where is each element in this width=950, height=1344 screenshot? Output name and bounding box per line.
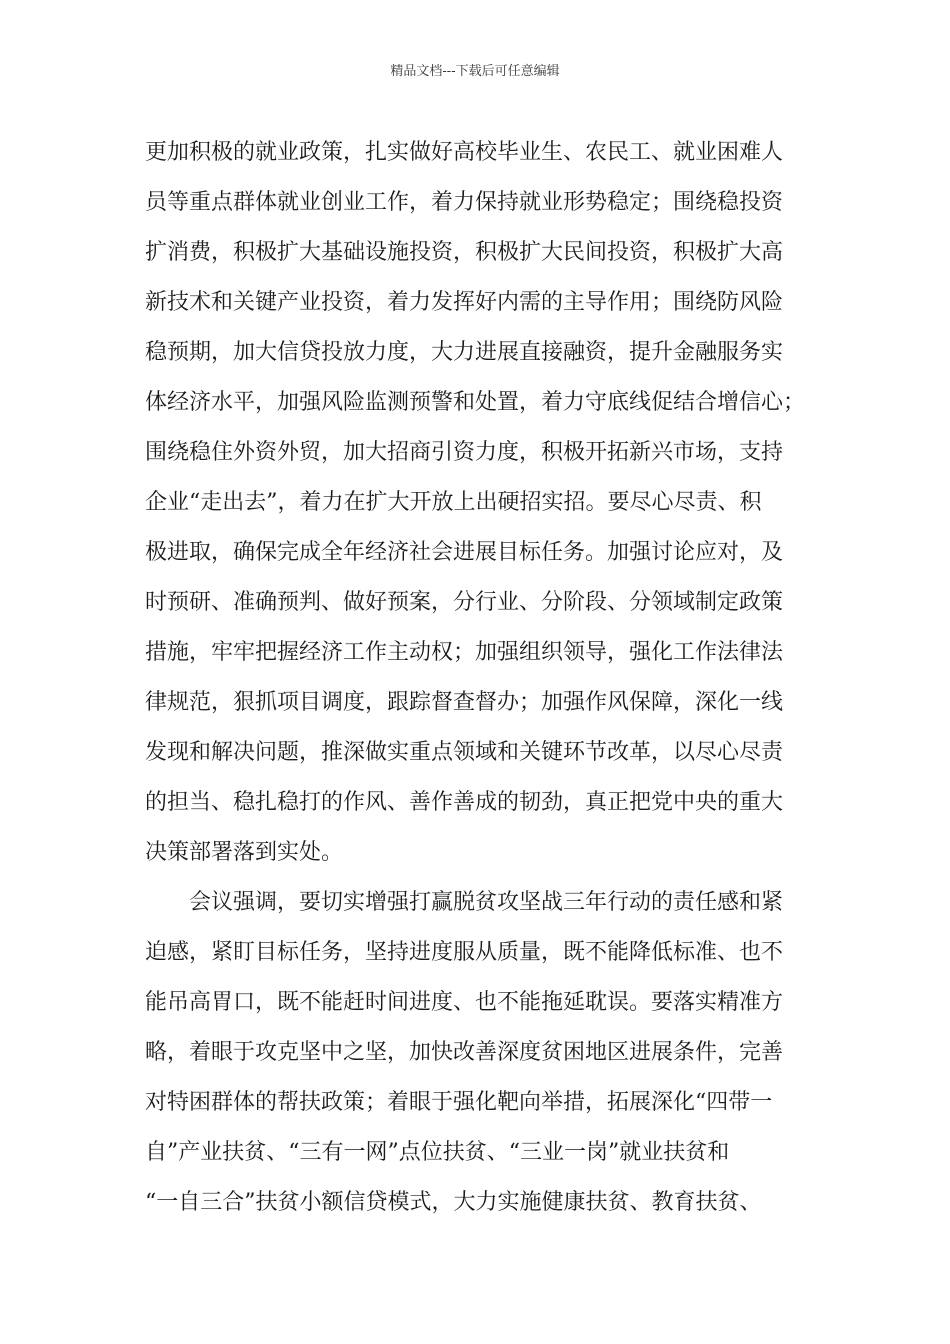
text-line: 措施，牢牢把握经济工作主动权；加强组织领导，强化工作法律法 (145, 640, 784, 665)
text-line: 决策部署落到实处。 (145, 840, 344, 865)
text-line: 能吊高胃口，既不能赶时间进度、也不能拖延耽误。要落实精准方 (145, 990, 784, 1015)
text-line: 极进取，确保完成全年经济社会进展目标任务。加强讨论应对，及 (145, 540, 784, 565)
text-line: 扩消费，积极扩大基础设施投资，积极扩大民间投资，积极扩大高 (145, 240, 784, 265)
paragraph-1 (145, 128, 810, 878)
text-line: 自”产业扶贫、“三有一网”点位扶贫、“三业一岗”就业扶贫和 (145, 1140, 730, 1165)
text-line: 会议强调，要切实增强打赢脱贫攻坚战三年行动的责任感和紧 (189, 890, 784, 915)
text-line: 的担当、稳扎稳打的作风、善作善成的韧劲，真正把党中央的重大 (145, 790, 784, 815)
text-line: 发现和解决问题，推深做实重点领域和关键环节改革，以尽心尽责 (145, 740, 784, 765)
text-line: 稳预期，加大信贷投放力度，大力进展直接融资，提升金融服务实 (145, 340, 784, 365)
paragraph-2 (145, 878, 810, 1228)
text-line: 略，着眼于攻克坚中之坚，加快改善深度贫困地区进展条件，完善 (145, 1040, 784, 1065)
text-line: 企业“走出去”，着力在扩大开放上出硬招实招。要尽心尽责、积 (145, 490, 762, 515)
text-line: 律规范，狠抓项目调度，跟踪督查督办；加强作风保障，深化一线 (145, 690, 784, 715)
document-body (145, 128, 810, 1228)
text-line: 员等重点群体就业创业工作，着力保持就业形势稳定；围绕稳投资 (145, 190, 784, 215)
text-line: 迫感，紧盯目标任务，坚持进度服从质量，既不能降低标准、也不 (145, 940, 784, 965)
text-line: 新技术和关键产业投资，着力发挥好内需的主导作用；围绕防风险 (145, 290, 784, 315)
text-line: 围绕稳住外资外贸，加大招商引资力度，积极开拓新兴市场，支持 (145, 440, 784, 465)
text-line: 对特困群体的帮扶政策；着眼于强化靶向举措，拓展深化“四带一 (145, 1090, 773, 1115)
text-line: 体经济水平，加强风险监测预警和处置，着力守底线促结合增信心； (145, 390, 806, 415)
text-line: 时预研、准确预判、做好预案，分行业、分阶段、分领域制定政策 (145, 590, 784, 615)
page-header: 精品文档---下载后可任意编辑 (390, 64, 560, 79)
text-line: “一自三合”扶贫小额信贷模式，大力实施健康扶贫、教育扶贫、 (145, 1190, 762, 1215)
text-line: 更加积极的就业政策，扎实做好高校毕业生、农民工、就业困难人 (145, 140, 784, 165)
